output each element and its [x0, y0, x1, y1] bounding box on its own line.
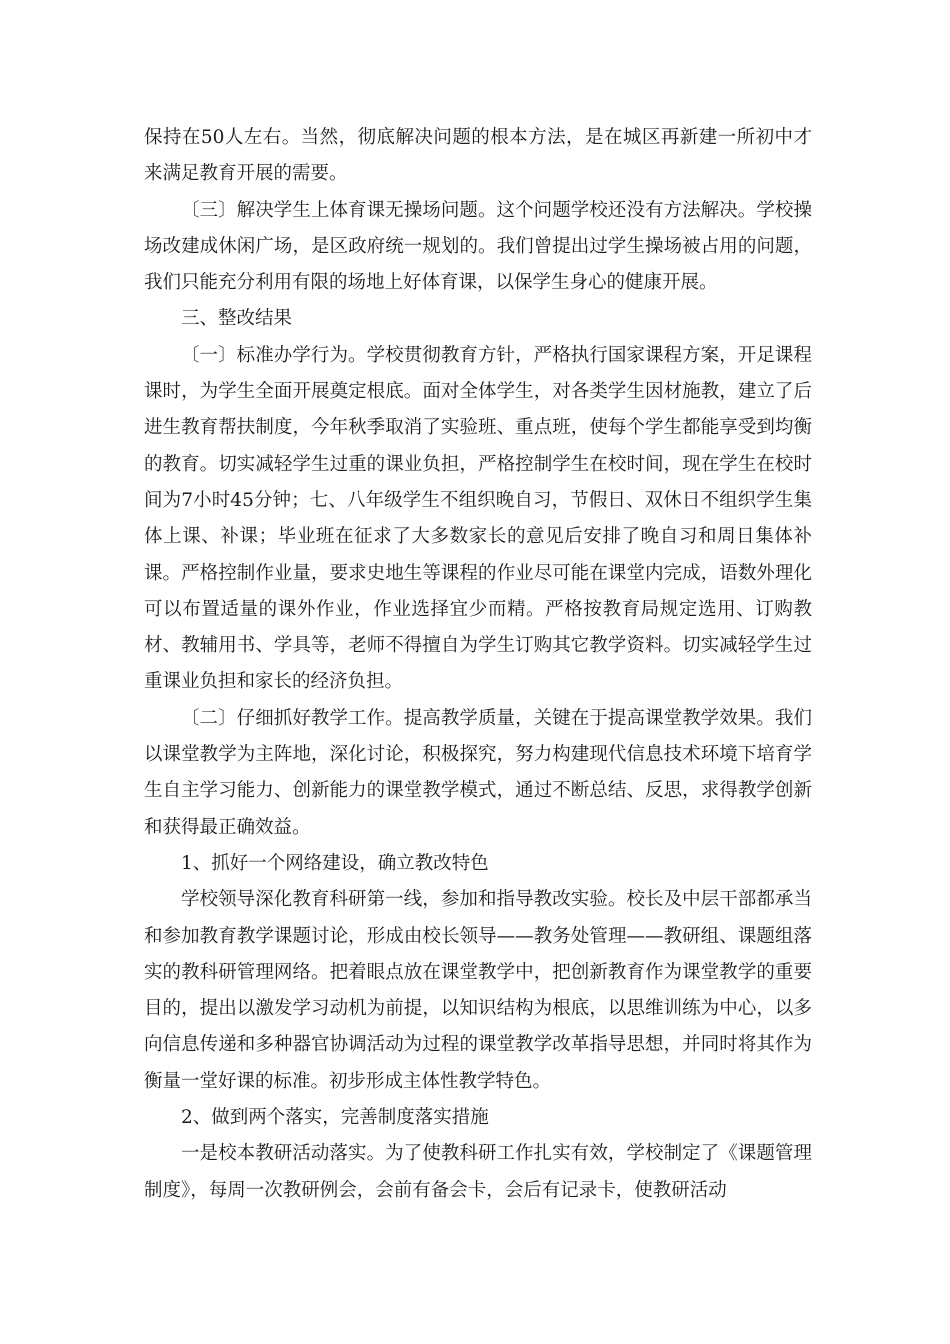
paragraph-3: 〔一〕标准办学行为。学校贯彻教育方针，严格执行国家课程方案，开足课程课时，为学生全面开展奠定根底。面对全体学生，对各类学生因材施教，建立了后进生教育帮扶制度，今年秋季取消了实验班、重点班，使每个学生都能享受到均衡的教育。切实减轻学生过重的课业负担，严格控制学生在校时间，现在学生在校时间为7小时45分钟；七、八年级学生不组织晚自习，节假日、双休日不组织学生集体上课、补课；毕业班在征求了大多数家长的意见后安排了晚自习和周日集体补课。严格控制作业量，要求史地生等课程的作业尽可能在课堂内完成，语数外理化可以布置适量的课外作业，作业选择宜少而精。严格按教育局规定选用、订购教材、教辅用书、学具等，老师不得擅自为学生订购其它教学资料。切实减轻学生过重课业负担和家长的经济负担。: [144, 344, 812, 693]
paragraph-1: 保持在50人左右。当然，彻底解决问题的根本方法，是在城区再新建一所初中才来满足教育开展的需要。: [144, 127, 812, 185]
paragraph-6: 一是校本教研活动落实。为了使教科研工作扎实有效，学校制定了《课题管理制度》，每周一次教研例会，会前有备会卡，会后有记录卡，使教研活动: [144, 1143, 812, 1201]
paragraph-2: 〔三〕解决学生上体育课无操场问题。这个问题学校还没有方法解决。学校操场改建成休闲广场，是区政府统一规划的。我们曾提出过学生操场被占用的问题，我们只能充分利用有限的场地上好体育课，以保学生身心的健康开展。: [144, 199, 812, 294]
subheading-2: 2、做到两个落实，完善制度落实措施: [181, 1107, 489, 1129]
document-body: [144, 120, 812, 1209]
subheading-1: 1、抓好一个网络建设，确立教改特色: [181, 852, 489, 874]
section-heading-rectification-results: 三、整改结果: [181, 308, 293, 330]
paragraph-4: 〔二〕仔细抓好教学工作。提高教学质量，关键在于提高课堂教学效果。我们以课堂教学为主阵地，深化讨论，积极探究，努力构建现代信息技术环境下培育学生自主学习能力、创新能力的课堂教学模式，通过不断总结、反思，求得教学创新和获得最正确效益。: [144, 707, 812, 838]
paragraph-5: 学校领导深化教育科研第一线，参加和指导教改实验。校长及中层干部都承当和参加教育教学课题讨论，形成由校长领导——教务处管理——教研组、课题组落实的教科研管理网络。把着眼点放在课堂教学中，把创新教育作为课堂教学的重要目的，提出以激发学习动机为前提，以知识结构为根底，以思维训练为中心，以多向信息传递和多种器官协调活动为过程的课堂教学改革指导思想，并同时将其作为衡量一堂好课的标准。初步形成主体性教学特色。: [144, 889, 812, 1092]
